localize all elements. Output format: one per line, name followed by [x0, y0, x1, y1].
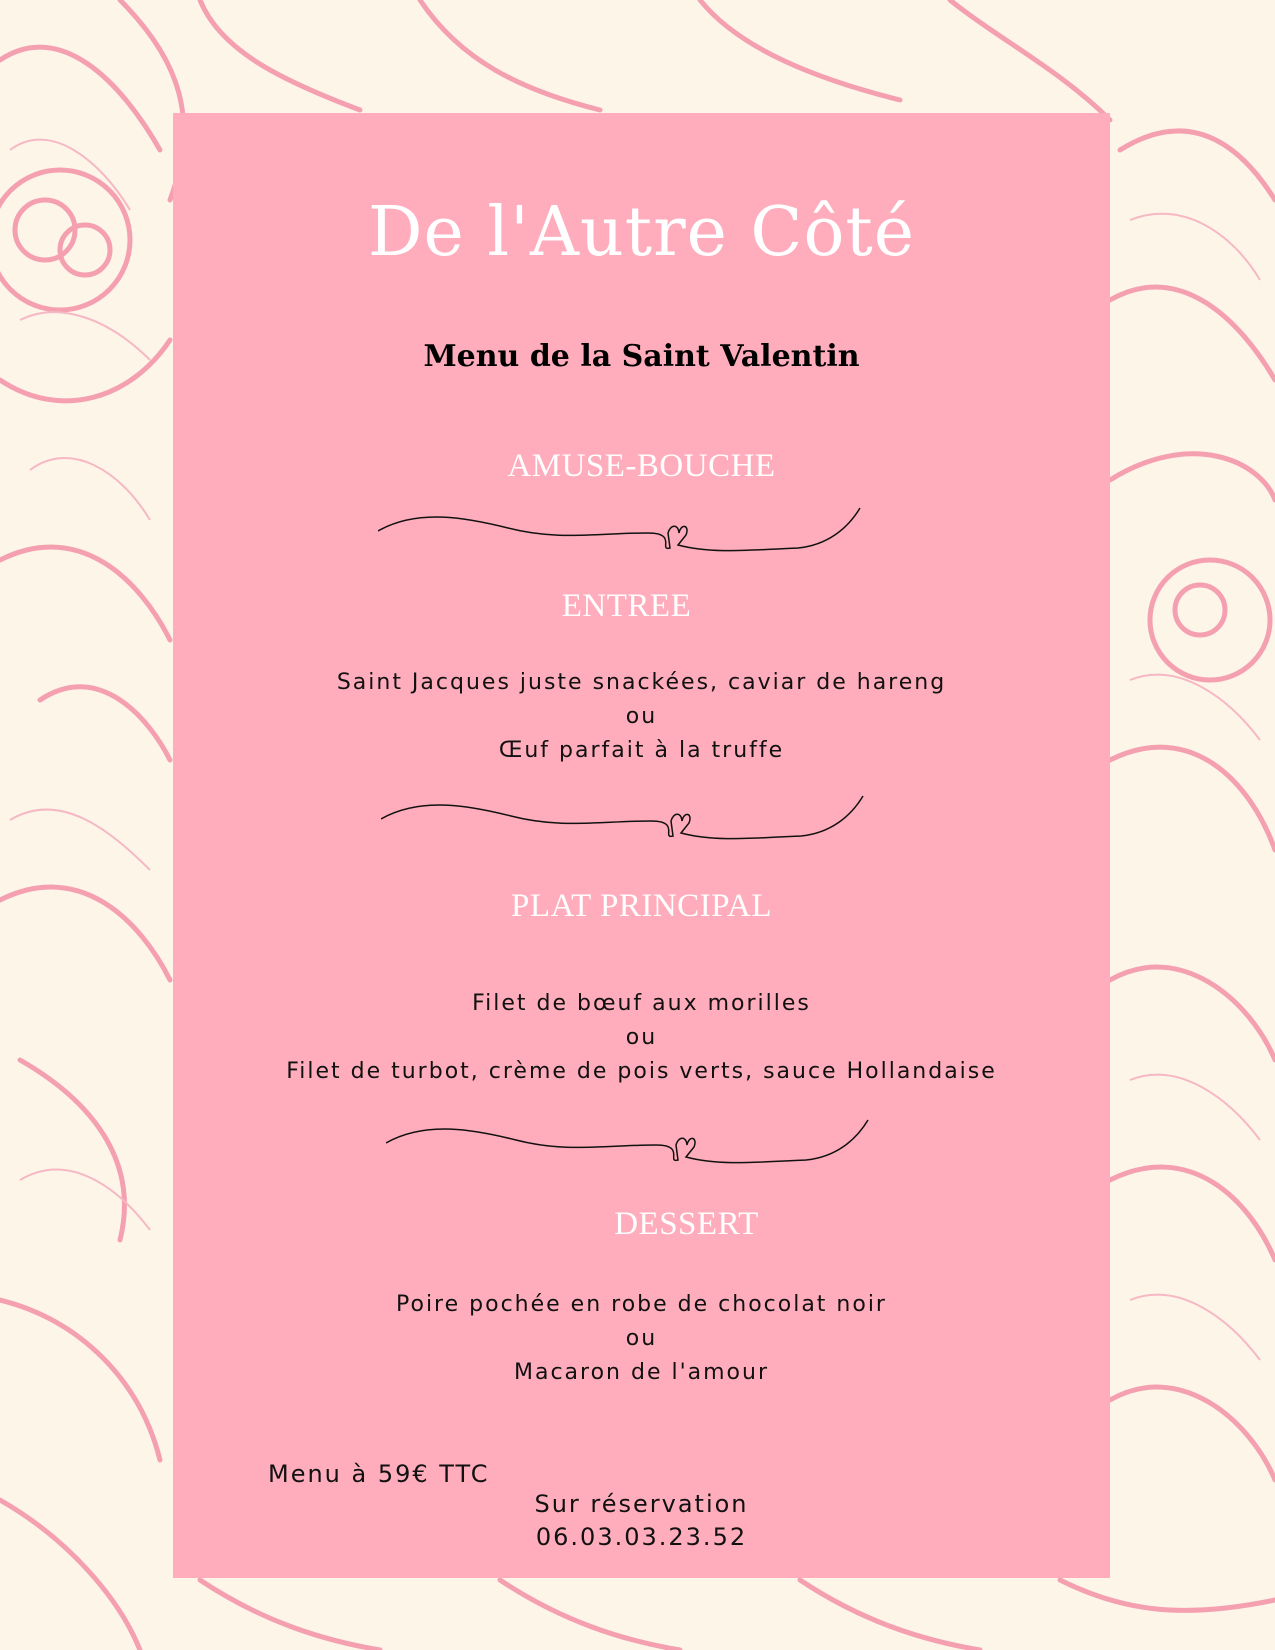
- menu-title: Menu de la Saint Valentin: [423, 339, 860, 374]
- list-item: Poire pochée en robe de chocolat noir: [396, 1292, 887, 1317]
- list-item: Filet de bœuf aux morilles: [472, 991, 811, 1016]
- list-item: ou: [625, 1326, 658, 1351]
- list-item: Saint Jacques juste snackées, caviar de hareng: [336, 670, 947, 695]
- list-item: Macaron de l'amour: [513, 1360, 769, 1385]
- phone-number: 06.03.03.23.52: [535, 1523, 748, 1551]
- restaurant-name: De l'Autre Côté: [368, 193, 915, 272]
- list-item: ou: [625, 1025, 658, 1050]
- heart-swirl-divider-icon: [378, 503, 868, 563]
- section-entree: ENTREE: [561, 588, 692, 624]
- heart-swirl-divider-icon: [386, 1115, 876, 1175]
- menu-card: [173, 113, 1110, 1578]
- list-item: Œuf parfait à la truffe: [498, 738, 785, 763]
- heart-swirl-divider-icon: [381, 791, 871, 851]
- menu-price: Menu à 59€ TTC: [268, 1460, 490, 1488]
- section-plat-principal: PLAT PRINCIPAL: [511, 888, 772, 924]
- list-item: Filet de turbot, crème de pois verts, sauce Hollandaise: [286, 1059, 997, 1084]
- section-amuse-bouche: AMUSE-BOUCHE: [507, 448, 776, 484]
- list-item: ou: [625, 704, 658, 729]
- reservation-label: Sur réservation: [534, 1490, 749, 1518]
- section-dessert: DESSERT: [614, 1206, 759, 1242]
